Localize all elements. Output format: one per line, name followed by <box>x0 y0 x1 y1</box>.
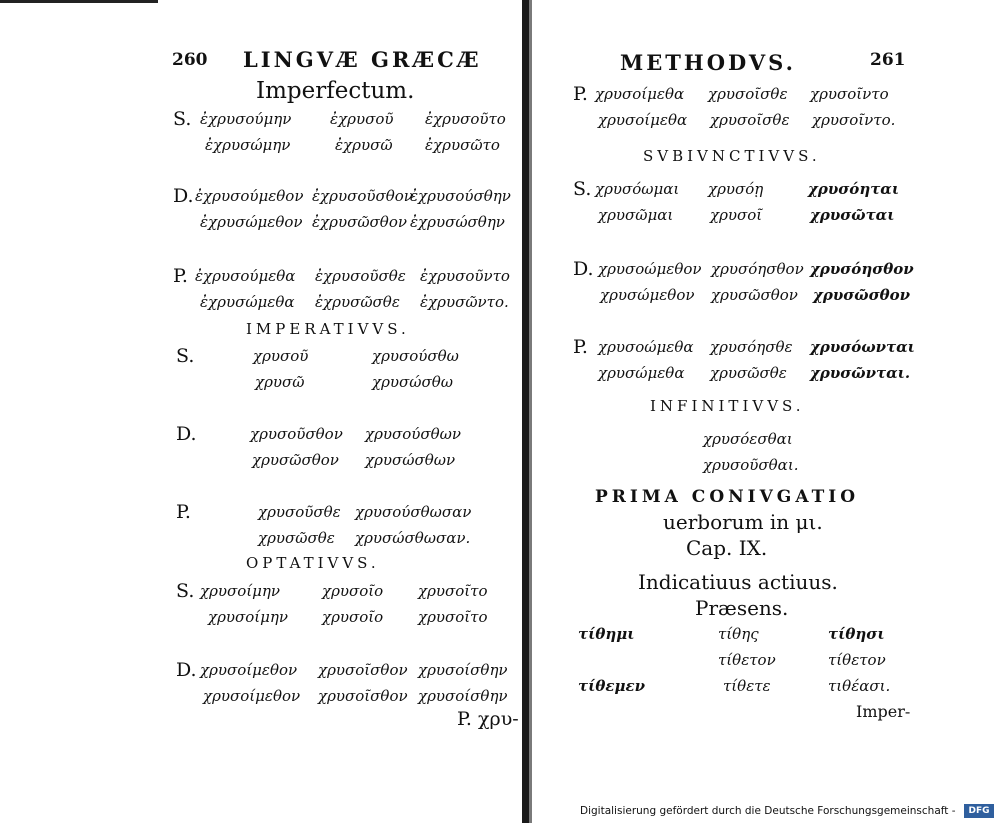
greek-form: χρυσῶσθον <box>711 286 798 304</box>
greek-form: χρυσόησθον <box>711 260 804 278</box>
greek-form: χρυσοίμην <box>200 582 281 600</box>
greek-form: χρυσῶται <box>810 206 895 224</box>
greek-form: τίθης <box>718 625 759 643</box>
greek-form: χρυσοίμεθα <box>598 111 688 129</box>
subiunctivus-d-label: D. <box>573 258 594 280</box>
greek-form: χρυσόωμαι <box>595 180 680 198</box>
greek-form: χρυσώσθων <box>365 451 456 469</box>
present-heading: Præsens. <box>695 596 789 620</box>
greek-form: χρυσόεσθαι <box>703 430 793 448</box>
infinitivus-heading: INFINITIVVS. <box>650 397 805 415</box>
imperativus-d-label: D. <box>176 423 197 445</box>
greek-form: ἐχρυσῶσθον <box>312 213 407 231</box>
greek-form: χρυσοίμην <box>208 608 289 626</box>
greek-form: χρυσῶ <box>255 373 305 391</box>
greek-form: χρυσοῖσθε <box>708 85 788 103</box>
greek-form: χρυσοῖο <box>322 608 384 626</box>
optativus-s-label: S. <box>176 580 195 602</box>
indicative-heading: Indicatiuus actiuus. <box>638 570 838 594</box>
greek-form: χρυσούσθω <box>372 347 459 365</box>
greek-form: χρυσόησθον <box>810 260 914 278</box>
greek-form: χρυσοῦ <box>253 347 309 365</box>
greek-form: ἐχρυσοῦντο <box>420 267 510 285</box>
greek-form: χρυσόηται <box>808 180 900 198</box>
optativus-heading: OPTATIVVS. <box>246 554 380 572</box>
greek-form: χρυσώσθω <box>372 373 453 391</box>
greek-form: χρυσῶσθον <box>813 286 911 304</box>
right-page-number: 261 <box>870 50 906 70</box>
greek-form: χρυσῶσθε <box>258 529 335 547</box>
right-running-head: METHODVS. <box>620 50 796 75</box>
greek-form: τίθετον <box>828 651 886 669</box>
greek-form: χρυσοῖ <box>710 206 763 224</box>
greek-form: τίθημι <box>578 625 635 643</box>
greek-form: χρυσοῖτο <box>418 582 488 600</box>
optativus-d-label: D. <box>176 659 197 681</box>
imperativus-s-label: S. <box>176 345 195 367</box>
greek-form: χρυσῶσθον <box>252 451 339 469</box>
greek-form: ἐχρυσούμην <box>200 110 292 128</box>
greek-form: ἐχρυσώμεθα <box>200 293 295 311</box>
dfg-logo: DFG <box>964 804 994 818</box>
greek-form: τίθετε <box>723 677 771 695</box>
greek-form: χρυσοῖσθε <box>710 111 790 129</box>
greek-form: χρυσοῖσθον <box>318 687 408 705</box>
greek-form: ἐχρυσούμεθα <box>195 267 296 285</box>
greek-form: τίθετον <box>718 651 776 669</box>
imperativus-p-label: P. <box>176 501 191 523</box>
subiunctivus-p-label: P. <box>573 336 588 358</box>
greek-form: ἐχρυσῶτο <box>425 136 500 154</box>
greek-form: χρυσώμεθον <box>600 286 695 304</box>
greek-form: ἐχρυσοῦτο <box>425 110 506 128</box>
greek-form: χρυσοῦσθον <box>250 425 343 443</box>
greek-form: χρυσοῖτο <box>418 608 488 626</box>
greek-form: χρυσοώμεθα <box>598 338 694 356</box>
left-running-head: LINGVÆ GRÆCÆ <box>243 47 482 72</box>
chapter-heading: Cap. IX. <box>686 536 768 560</box>
greek-form: ἐχρυσώμην <box>205 136 291 154</box>
greek-form: χρυσῶνται. <box>810 364 911 382</box>
conjugation-subtitle: uerborum in μι. <box>663 510 823 534</box>
greek-form: ἐχρυσῶ <box>335 136 393 154</box>
greek-form: ἐχρυσοῦσθον <box>312 187 413 205</box>
left-catchword: P. χρυ- <box>457 708 519 730</box>
greek-form: ἐχρυσώμεθον <box>200 213 303 231</box>
greek-form: χρυσοῖντο <box>810 85 889 103</box>
greek-form: τίθεμεν <box>578 677 645 695</box>
greek-form: χρυσοώμεθον <box>598 260 702 278</box>
greek-form: χρυσῶσθε <box>710 364 787 382</box>
greek-form: χρυσώμεθα <box>598 364 685 382</box>
left-page-number: 260 <box>172 50 208 70</box>
greek-form: χρυσοῦσθε <box>258 503 341 521</box>
greek-form: χρυσόῃ <box>708 180 764 198</box>
greek-form: χρυσόωνται <box>810 338 915 356</box>
subiunctivus-s-label: S. <box>573 178 592 200</box>
greek-form: ἐχρυσούσθην <box>410 187 511 205</box>
greek-form: χρυσῶμαι <box>598 206 674 224</box>
greek-form: ἐχρυσώσθην <box>410 213 505 231</box>
imperfect-heading: Imperfectum. <box>256 78 415 104</box>
greek-form: ἐχρυσῶντο. <box>420 293 509 311</box>
imperf-p-label: P. <box>173 265 188 287</box>
greek-form: χρυσόησθε <box>710 338 793 356</box>
optativus-p-label: P. <box>573 83 588 105</box>
greek-form: τίθησι <box>828 625 885 643</box>
greek-form: ἐχρυσῶσθε <box>315 293 400 311</box>
greek-form: χρυσώσθωσαν. <box>355 529 471 547</box>
greek-form: τιθέασι. <box>828 677 891 695</box>
conjugation-title: PRIMA CONIVGATIO <box>595 487 859 507</box>
greek-form: χρυσοῖο <box>322 582 384 600</box>
greek-form: χρυσούσθωσαν <box>355 503 472 521</box>
imperf-d-label: D. <box>173 185 194 207</box>
greek-form: ἐχρυσοῦ <box>330 110 394 128</box>
imperf-s-label: S. <box>173 108 192 130</box>
greek-form: χρυσοίσθην <box>418 687 508 705</box>
greek-form: ἐχρυσούμεθον <box>195 187 304 205</box>
right-page <box>528 0 1000 823</box>
greek-form: χρυσοίμεθον <box>200 661 298 679</box>
imperativus-heading: IMPERATIVVS. <box>246 320 410 338</box>
right-catchword: Imper- <box>856 702 911 721</box>
subiunctivus-heading: SVBIVNCTIVVS. <box>643 147 821 165</box>
greek-form: χρυσοίσθην <box>418 661 508 679</box>
greek-form: χρυσοῦσθαι. <box>703 456 799 474</box>
greek-form: χρυσοῖσθον <box>318 661 408 679</box>
greek-form: χρυσούσθων <box>365 425 462 443</box>
greek-form: χρυσοίμεθον <box>203 687 301 705</box>
greek-form: ἐχρυσοῦσθε <box>315 267 406 285</box>
greek-form: χρυσοῖντο. <box>812 111 896 129</box>
digitization-credit: Digitalisierung gefördert durch die Deutsche Forschungsgemeinschaft - <box>580 805 956 817</box>
greek-form: χρυσοίμεθα <box>595 85 685 103</box>
